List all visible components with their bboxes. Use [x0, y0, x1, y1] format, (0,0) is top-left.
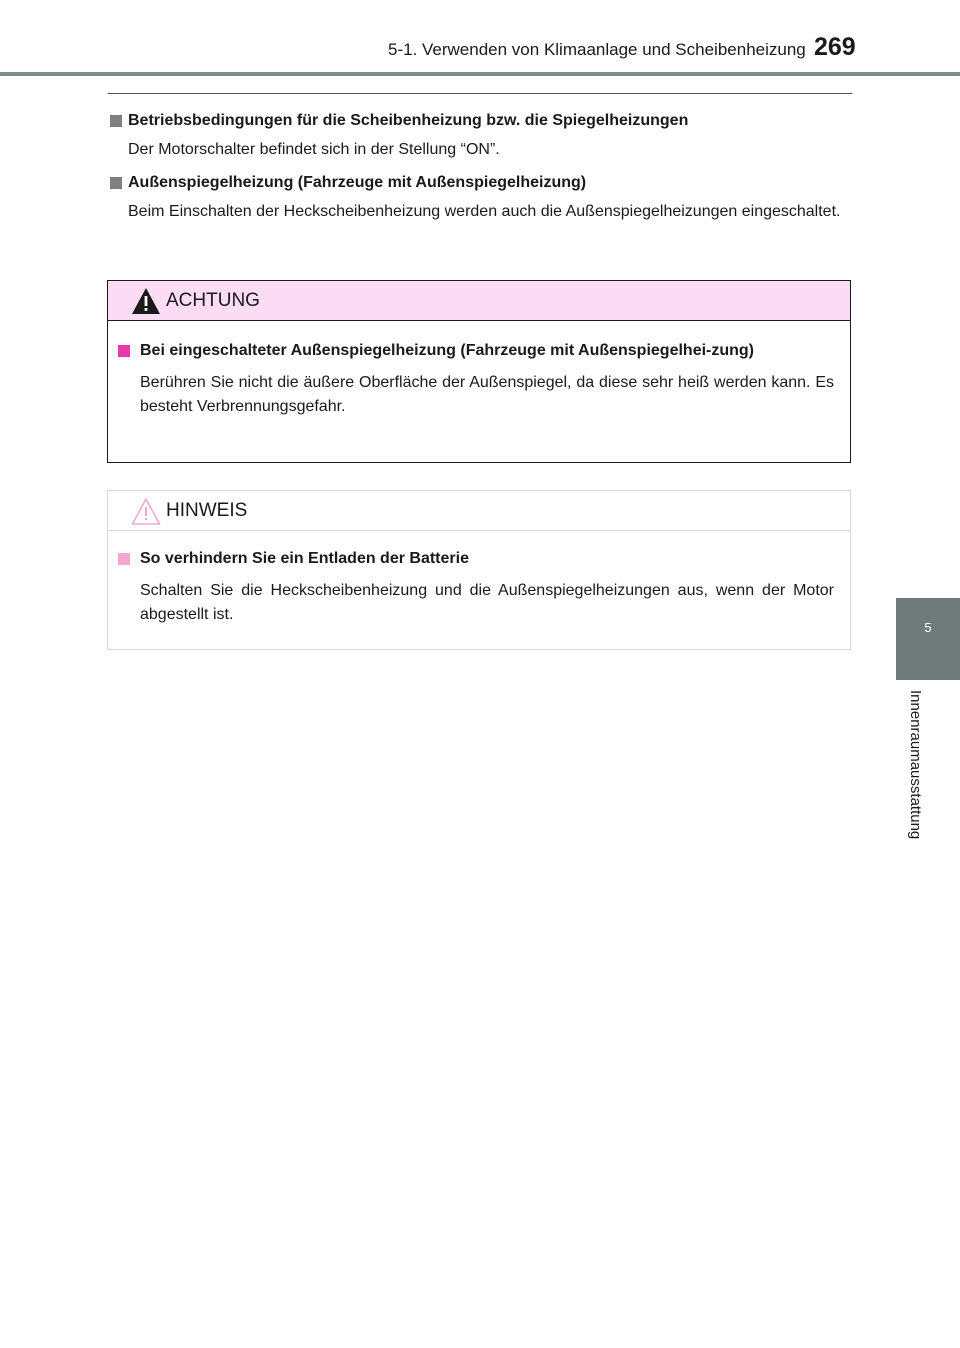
pink-square-bullet-icon	[118, 345, 130, 357]
hinweis-title: HINWEIS	[166, 500, 248, 521]
achtung-content	[108, 321, 850, 419]
running-header-title: 5-1. Verwenden von Klimaanlage und Scheibenheizung	[388, 40, 806, 59]
warning-filled-icon	[130, 286, 162, 316]
section-heading-text: Außenspiegelheizung (Fahrzeuge mit Außenspiegelheizung)	[128, 174, 587, 191]
section-heading	[110, 110, 850, 132]
content-rule	[108, 93, 852, 94]
achtung-box	[107, 280, 851, 463]
achtung-item-body: Berühren Sie nicht die äußere Oberfläche der Außenspiegel, da diese sehr heiß werden kann. Es besteht Verbrennungsgefahr.	[140, 374, 834, 415]
gray-square-bullet-icon	[110, 177, 122, 189]
light-pink-square-bullet-icon	[118, 553, 130, 565]
header-rule	[0, 72, 960, 76]
hinweis-box	[107, 490, 851, 650]
hinweis-item-heading	[118, 547, 834, 571]
hinweis-header	[108, 491, 850, 531]
section-heading-text: Betriebsbedingungen für die Scheibenheizung bzw. die Spiegelheizungen	[128, 112, 689, 129]
warning-outline-icon	[130, 496, 162, 526]
achtung-item-heading-text: Bei eingeschalteter Außenspiegelheizung (Fahrzeuge mit Außenspiegelhei-zung)	[140, 342, 755, 359]
page-number: 269	[814, 33, 856, 61]
achtung-item-heading	[118, 339, 834, 363]
gray-square-bullet-icon	[110, 115, 122, 127]
hinweis-item-heading-text: So verhindern Sie ein Entladen der Batterie	[140, 550, 469, 567]
section-operating-conditions	[110, 110, 850, 162]
section-mirror-heating	[110, 172, 850, 224]
achtung-header	[108, 281, 850, 321]
chapter-side-label: Innenraumausstattung	[907, 690, 924, 840]
hinweis-content	[108, 531, 850, 627]
hinweis-item-body: Schalten Sie die Heckscheibenheizung und die Außenspiegelheizungen aus, wenn der Motor abgestellt ist.	[140, 582, 834, 623]
section-heading	[110, 172, 850, 194]
section-body: Beim Einschalten der Heckscheibenheizung werden auch die Außenspiegelheizungen eingeschaltet.	[128, 203, 841, 220]
chapter-tab: 5	[896, 598, 960, 680]
achtung-title: ACHTUNG	[166, 290, 260, 311]
section-body: Der Motorschalter befindet sich in der Stellung “ON”.	[128, 141, 500, 158]
